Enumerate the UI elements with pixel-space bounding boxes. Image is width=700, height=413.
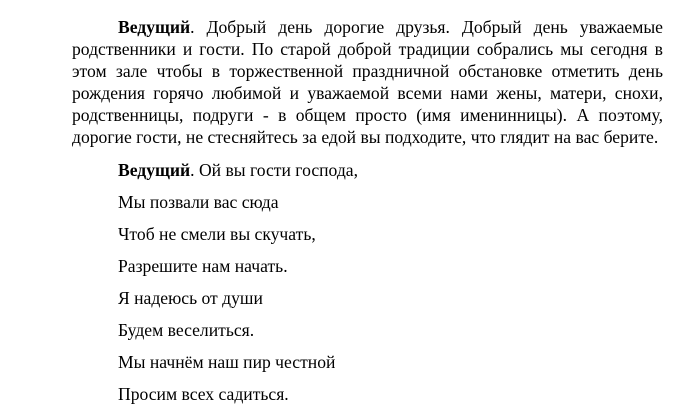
intro-paragraph <box>72 16 663 148</box>
verse-line: Мы начнём наш пир честной <box>118 352 336 372</box>
verse-line: Чтоб не смели вы скучать, <box>118 224 316 244</box>
verse-line: Просим всех садиться. <box>118 384 289 404</box>
verse-line: Мы позвали вас сюда <box>118 192 279 212</box>
verse-line: Я надеюсь от души <box>118 288 263 308</box>
verse-line: Разрешите нам начать. <box>118 256 288 276</box>
speaker-label: Ведущий <box>118 160 191 180</box>
verse-line <box>118 160 358 192</box>
speaker-label: Ведущий <box>118 17 191 37</box>
verse-first-line: . Ой вы гости господа, <box>190 160 358 180</box>
verse-line: Будем веселиться. <box>118 320 255 340</box>
verse-block <box>118 160 358 413</box>
intro-text: . Добрый день дорогие друзья. Добрый день уважаемые родственники и гости. По старой доброй традиции собрались мы сегодня в этом зале чтобы в торжественной праздничной обстановке отметить день рождения горячо любимой и уважаемой всеми нами жены, матери, снохи, родственницы, подруги - в общем просто (имя именинницы). А поэтому, дорогие гости, не стесняйтесь за едой вы подходите, что глядит на вас берите. <box>72 17 663 147</box>
